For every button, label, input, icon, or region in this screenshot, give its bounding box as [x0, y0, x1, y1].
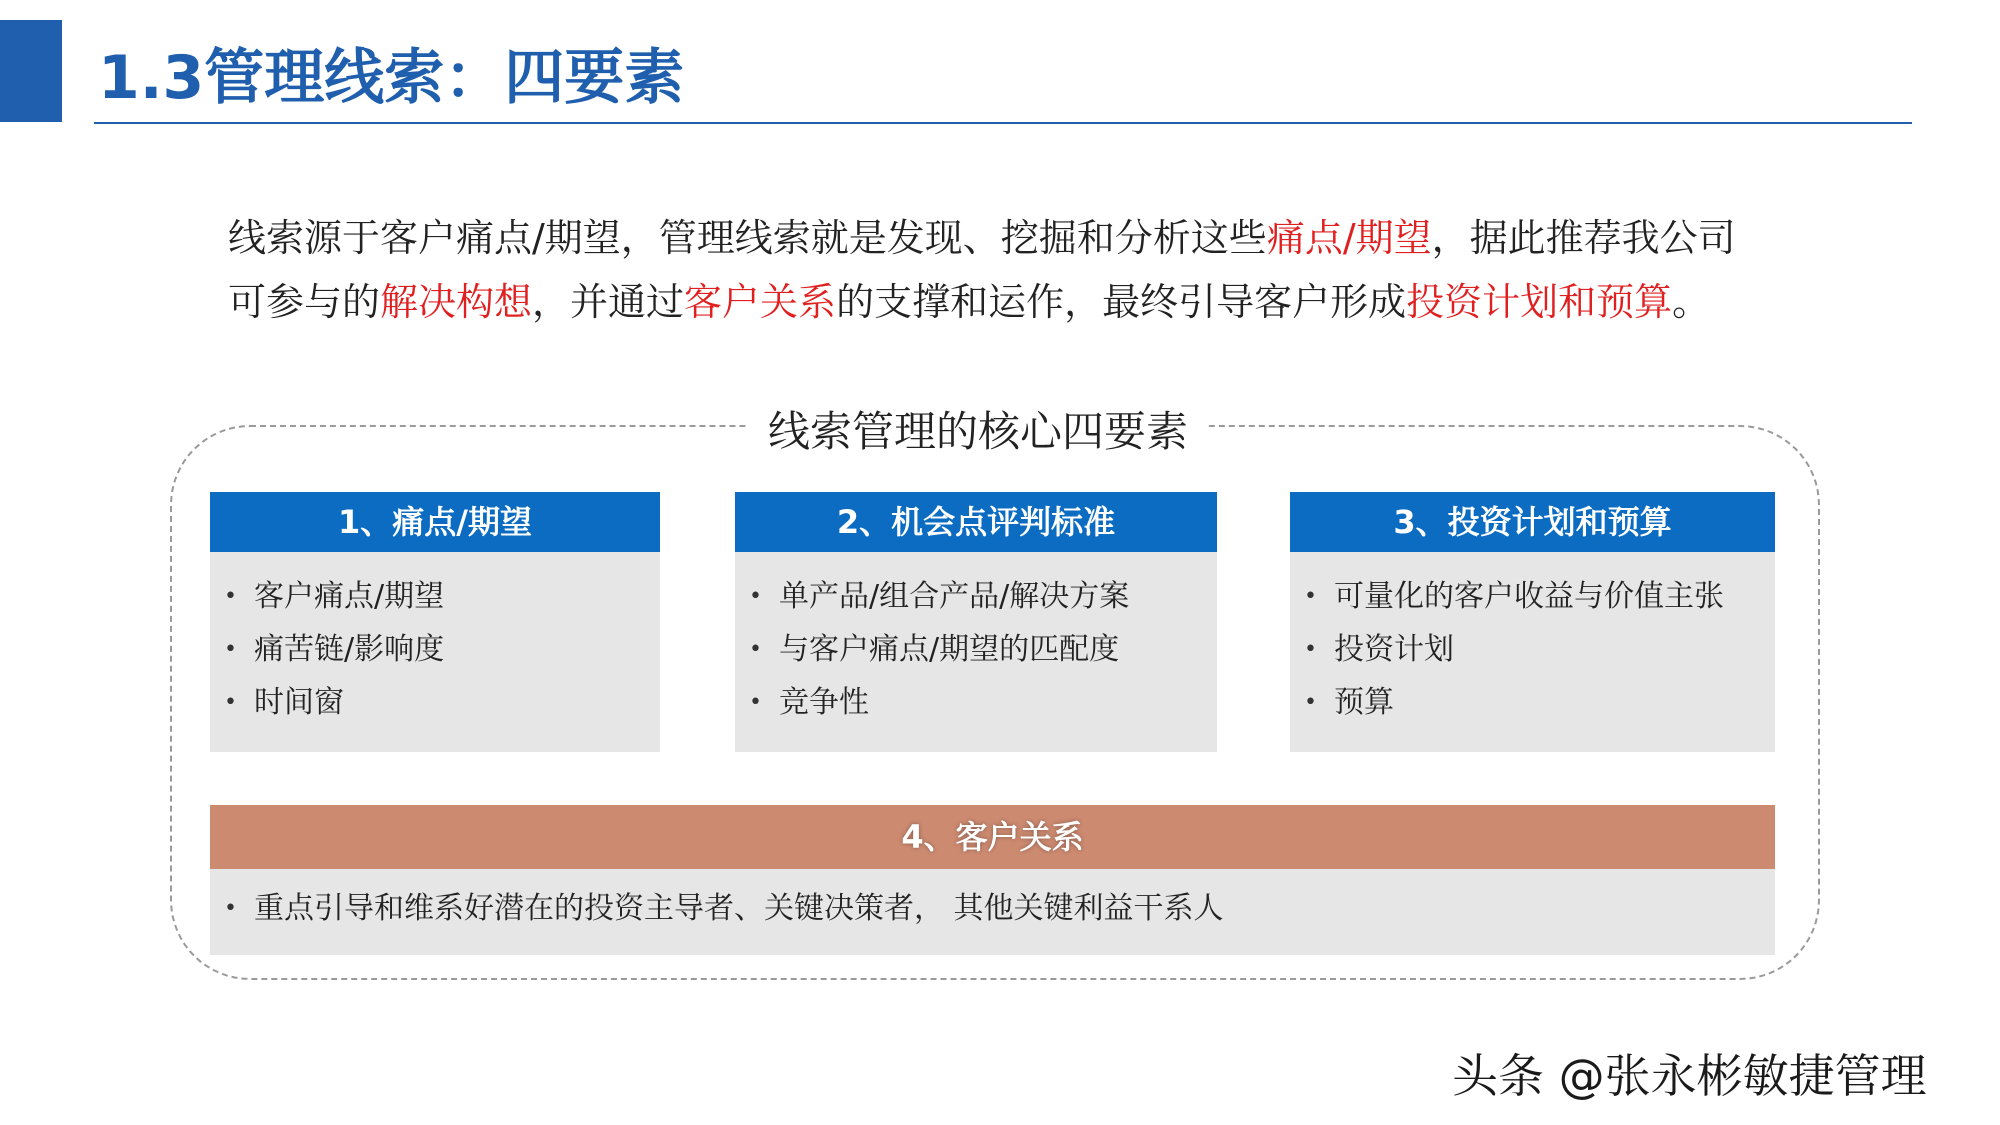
list-item: • 竞争性	[779, 676, 1217, 729]
title-divider	[94, 122, 1912, 124]
list-item: • 时间窗	[254, 676, 660, 729]
card-title: 1、痛点/期望	[210, 492, 660, 552]
card-title: 4、客户关系	[210, 805, 1775, 869]
intro-text: 可参与的	[228, 280, 381, 324]
intro-text: 的支撑和运作，最终引导客户形成	[836, 280, 1407, 324]
list-item: • 痛苦链/影响度	[254, 623, 660, 676]
title-accent-bar	[0, 20, 62, 122]
list-item: • 客户痛点/期望	[254, 570, 660, 623]
card-customer-relationship	[210, 805, 1775, 955]
list-item: • 重点引导和维系好潜在的投资主导者、关键决策者， 其他关键利益干系人	[254, 883, 1775, 935]
card-list	[1290, 552, 1775, 729]
card-list	[210, 552, 660, 729]
list-item: • 与客户痛点/期望的匹配度	[779, 623, 1217, 676]
list-item: • 可量化的客户收益与价值主张	[1334, 570, 1775, 623]
intro-highlight: 投资计划和预算	[1406, 280, 1673, 324]
intro-line-1	[228, 206, 1788, 270]
card-pain-points	[210, 492, 660, 752]
intro-text: 线索源于客户痛点/期望，管理线索就是发现、挖掘和分析这些	[228, 216, 1267, 260]
intro-highlight: 痛点/期望	[1266, 216, 1432, 260]
intro-text: ，据此推荐我公司	[1431, 216, 1736, 260]
intro-highlight: 解决构想	[380, 280, 533, 324]
list-item: • 投资计划	[1334, 623, 1775, 676]
intro-line-2	[228, 270, 1788, 334]
list-item: • 单产品/组合产品/解决方案	[779, 570, 1217, 623]
card-title: 3、投资计划和预算	[1290, 492, 1775, 552]
list-item: • 预算	[1334, 676, 1775, 729]
card-investment-budget	[1290, 492, 1775, 752]
watermark: 头条 @张永彬敏捷管理	[1452, 1049, 1927, 1103]
card-opportunity-criteria	[735, 492, 1217, 752]
intro-paragraph	[228, 206, 1788, 334]
page-title: 1.3管理线索：四要素	[98, 43, 685, 113]
card-list	[735, 552, 1217, 729]
card-title: 2、机会点评判标准	[735, 492, 1217, 552]
card-list	[210, 869, 1775, 935]
intro-highlight: 客户关系	[684, 280, 837, 324]
intro-text: 。	[1672, 280, 1711, 324]
intro-text: ，并通过	[532, 280, 685, 324]
frame-title: 线索管理的核心四要素	[748, 402, 1208, 462]
